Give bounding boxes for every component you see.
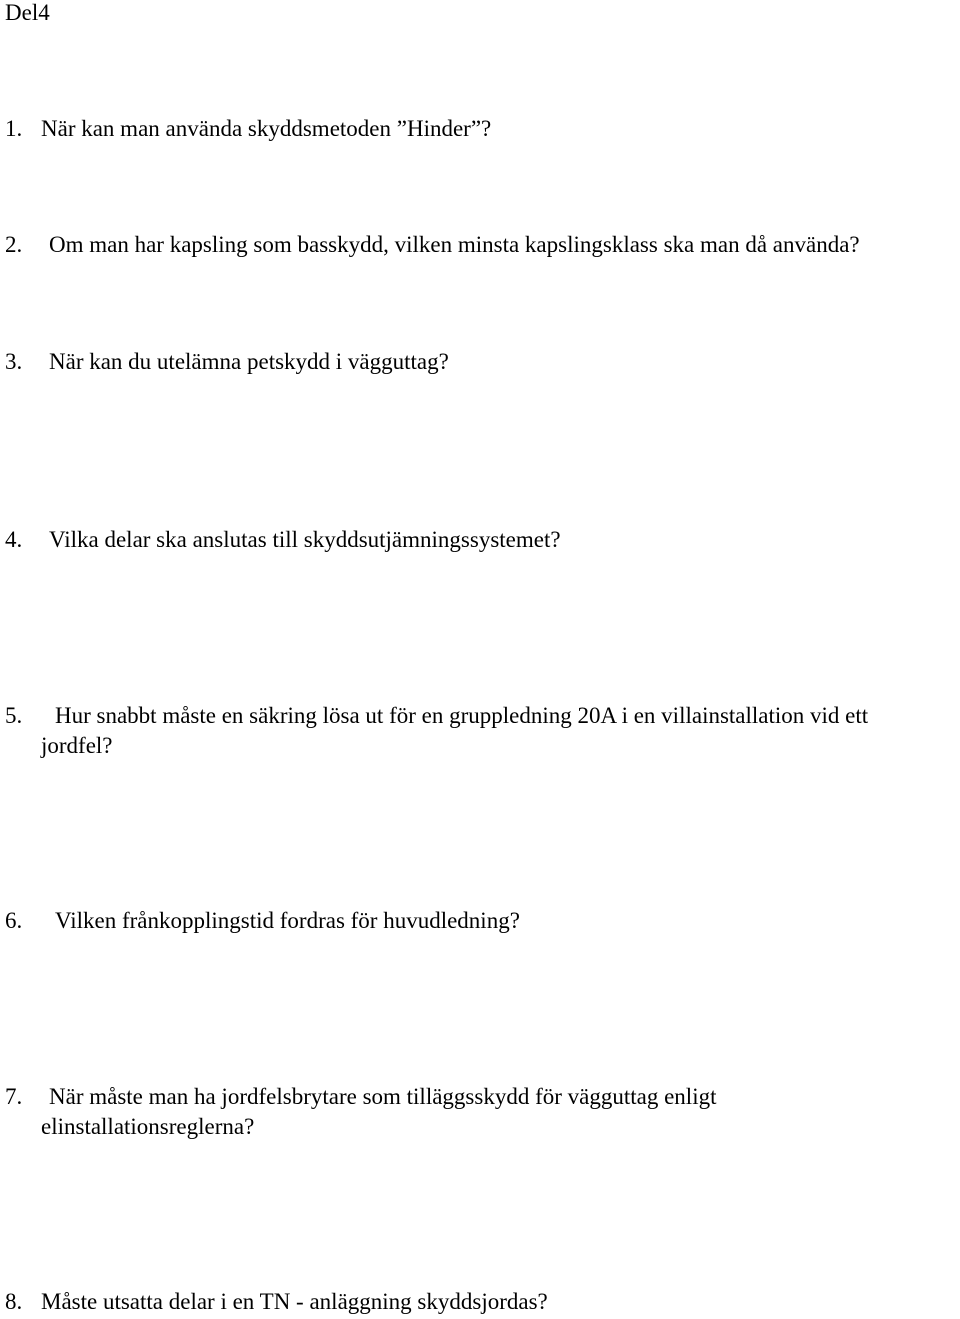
question-text: Vilka delar ska anslutas till skyddsutjämningssystemet? [49, 527, 561, 552]
question-text: Om man har kapsling som basskydd, vilken minsta kapslingsklass ska man då använda? [49, 232, 860, 257]
question-text: När kan man använda skyddsmetoden ”Hinder”? [41, 116, 492, 141]
question-3 [5, 347, 960, 377]
question-text: När kan du utelämna petskydd i vägguttag? [49, 349, 449, 374]
question-2 [5, 230, 960, 260]
question-text: Hur snabbt måste en säkring lösa ut för en gruppledning 20A i en villainstallation vid ett [55, 703, 869, 728]
question-number: 6. [5, 908, 23, 933]
question-number: 2. [5, 232, 23, 257]
question-6 [5, 906, 960, 936]
question-number: 7. [5, 1084, 23, 1109]
question-number: 4. [5, 527, 23, 552]
question-7 [5, 1082, 960, 1142]
question-number: 8. [5, 1289, 23, 1314]
question-text: Måste utsatta delar i en TN - anläggning skyddsjordas? [41, 1289, 548, 1314]
question-5 [5, 701, 960, 761]
question-8 [5, 1287, 960, 1317]
question-1 [5, 114, 960, 144]
question-number: 5. [5, 703, 23, 728]
question-number: 1. [5, 116, 23, 141]
question-number: 3. [5, 349, 23, 374]
question-4 [5, 525, 960, 555]
question-text: När måste man ha jordfelsbrytare som tilläggsskydd för vägguttag enligt [49, 1084, 717, 1109]
question-text-continuation: elinstallationsreglerna? [41, 1114, 255, 1139]
page-heading: Del4 [5, 0, 50, 25]
question-text-continuation: jordfel? [41, 733, 113, 758]
question-text: Vilken frånkopplingstid fordras för huvudledning? [55, 908, 520, 933]
